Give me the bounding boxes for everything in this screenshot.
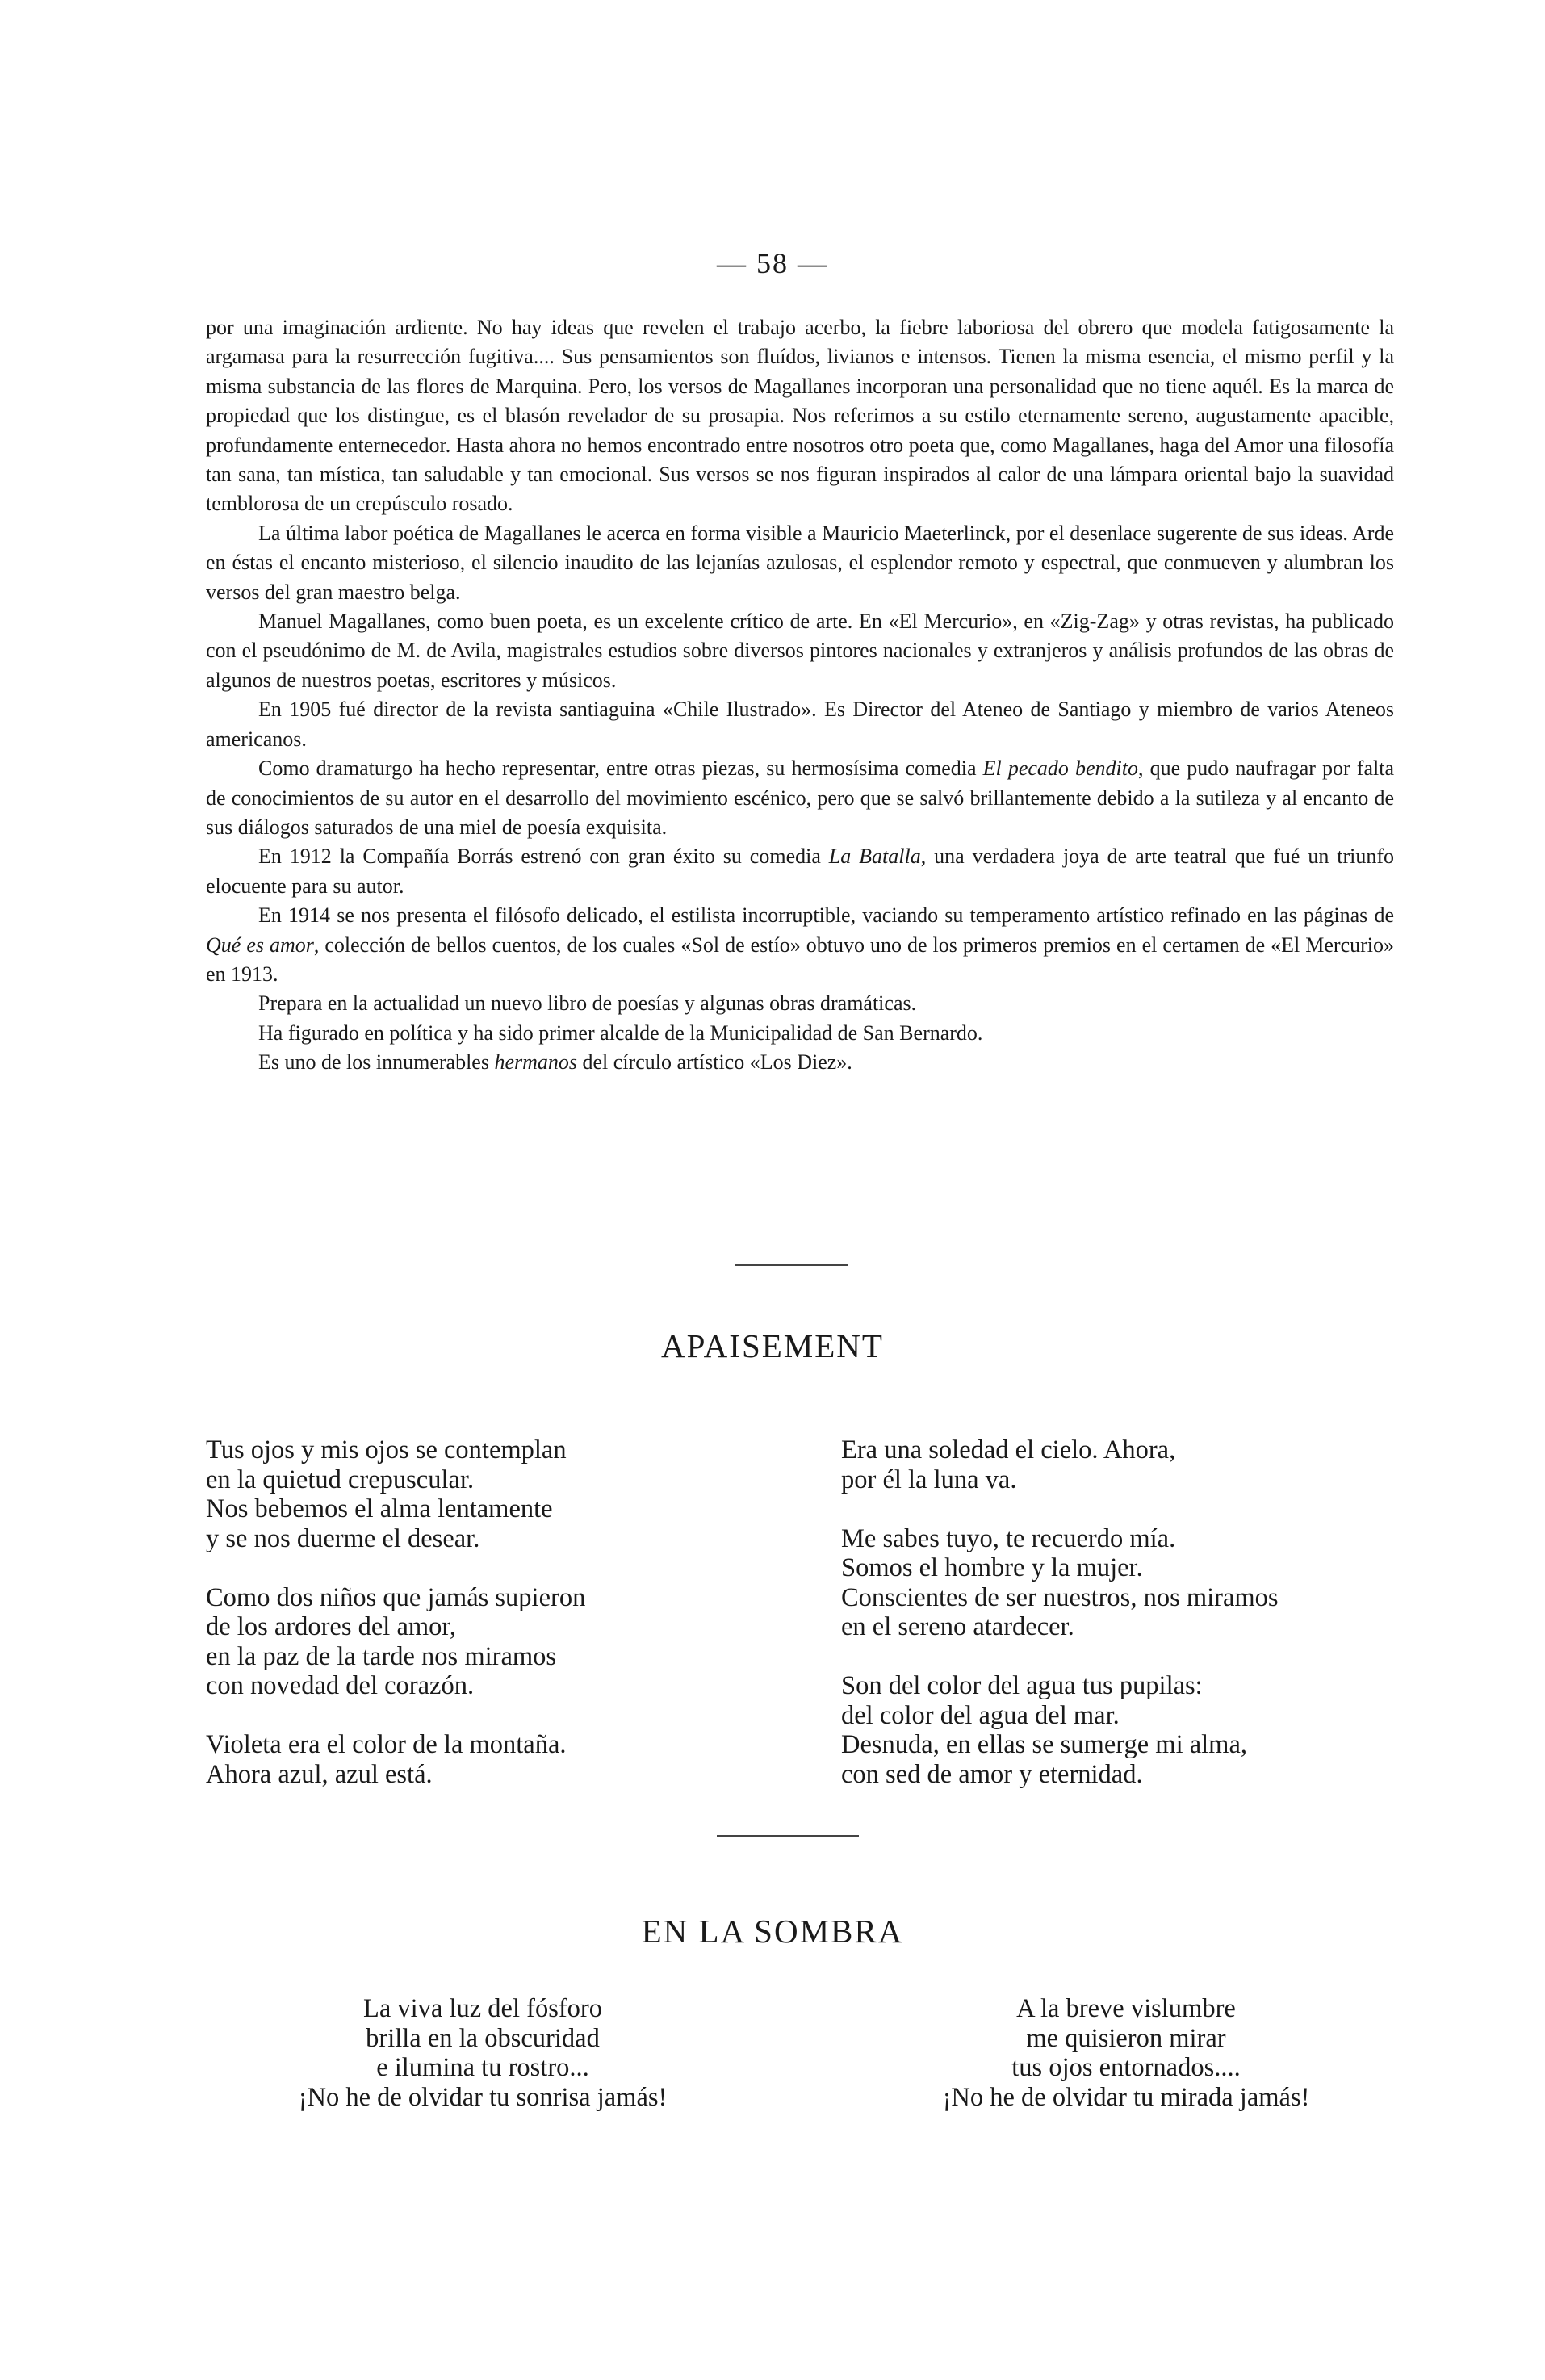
page-number: — 58 — xyxy=(717,247,828,279)
verse-line: Somos el hombre y la mujer. xyxy=(841,1553,1143,1582)
poem-title-en-la-sombra: EN LA SOMBRA xyxy=(641,1913,904,1950)
poem-en-la-sombra-right-column xyxy=(860,1994,1392,2112)
stanza xyxy=(841,1435,1406,1494)
verse-line: La viva luz del fósforo xyxy=(362,1994,602,2023)
text-run: , colección de bellos cuentos, de los cuales «Sol de estío» obtuvo uno de los primeros premios en el certamen de «El Mercurio» en 1913. xyxy=(206,932,1394,986)
verse-line: por él la luna va. xyxy=(841,1464,1017,1494)
paragraph xyxy=(206,901,1394,989)
paragraph xyxy=(206,607,1394,695)
paragraph xyxy=(206,842,1394,901)
italic-title: La Batalla xyxy=(828,844,921,869)
paragraph xyxy=(206,313,1394,519)
stanza xyxy=(206,1730,771,1789)
paragraph xyxy=(206,695,1394,754)
verse-line: Tus ojos y mis ojos se contemplan xyxy=(206,1435,567,1464)
text-run: Como dramaturgo ha hecho representar, entre otras piezas, su hermosísima comedia xyxy=(258,756,983,781)
verse-line: Era una soledad el cielo. Ahora, xyxy=(841,1435,1176,1464)
text-run: En 1914 se nos presenta el filósofo delicado, el estilista incorruptible, vaciando su temperamento artístico refinado en las páginas de xyxy=(258,903,1394,928)
text-run: Es uno de los innumerables xyxy=(258,1050,495,1075)
verse-line: de los ardores del amor, xyxy=(206,1612,457,1641)
paragraph xyxy=(206,519,1394,607)
text-run: por una imaginación ardiente. No hay ideas que revelen el trabajo acerbo, la fiebre laboriosa del obrero que modela fatigosamente la argamasa para la resurrección fugitiva.... Sus pensamientos son fluídos, livianos e intensos. Tienen la misma esencia, el mismo perfil y la misma substancia de las flores de Marquina. Pero, los versos de Magallanes incorporan una personalidad que no tiene aquél. Es la marca de propiedad que los distingue, es el blasón revelador de su prosapia. Nos referimos a su estilo eternamente sereno, augustamente apacible, profundamente enternecedor. Hasta ahora no hemos encontrado entre nosotros otro poeta que, como Magallanes, haga del Amor una filosofía tan sana, tan mística, tan saludable y tan emocional. Sus versos se nos figuran inspirados al calor de una lámpara oriental bajo la suavidad temblorosa de un crepúsculo rosado. xyxy=(206,316,1394,516)
stanza xyxy=(206,1435,771,1553)
verse-line: en la quietud crepuscular. xyxy=(206,1464,475,1494)
paragraph xyxy=(206,754,1394,842)
verse-line: en el sereno atardecer. xyxy=(841,1612,1074,1641)
poem-apaisement-left-column xyxy=(206,1435,771,1789)
verse-line: me quisieron mirar xyxy=(1026,2023,1226,2053)
poem-en-la-sombra-left-column xyxy=(208,1994,757,2112)
poem-apaisement-right-column xyxy=(841,1435,1406,1789)
verse-line: Me sabes tuyo, te recuerdo mía. xyxy=(841,1523,1176,1553)
verse-line: e ilumina tu rostro... xyxy=(376,2053,589,2082)
stanza xyxy=(841,1524,1406,1642)
text-run: , una verdadera joya de arte teatral que fué un triunfo elocuente para su autor. xyxy=(206,844,1395,898)
verse-line: A la breve vislumbre xyxy=(1016,1994,1236,2023)
paragraph xyxy=(206,989,1394,1018)
verse-line: Son del color del agua tus pupilas: xyxy=(841,1671,1203,1700)
section-divider xyxy=(735,1264,848,1266)
italic-title: Qué es amor xyxy=(206,932,314,957)
paragraph xyxy=(206,1019,1394,1048)
verse-line: ¡No he de olvidar tu mirada jamás! xyxy=(942,2082,1310,2112)
verse-line: con novedad del corazón. xyxy=(206,1671,475,1700)
verse-line: Ahora azul, azul está. xyxy=(206,1759,433,1789)
section-divider xyxy=(717,1835,859,1837)
verse-line: y se nos duerme el desear. xyxy=(206,1523,480,1553)
italic-title: hermanos xyxy=(494,1050,578,1075)
stanza xyxy=(860,1994,1392,2112)
text-run: La última labor poética de Magallanes le acerca en forma visible a Mauricio Maeterlinck, por el desenlace sugerente de sus ideas. Arde en éstas el encanto misterioso, el silencio inaudito de las lejanías azulosas, el esplendor remoto y espectral, que conmueven y alumbran los versos del gran maestro belga. xyxy=(206,521,1394,604)
poem-title-apaisement: APAISEMENT xyxy=(661,1327,884,1364)
verse-line: en la paz de la tarde nos miramos xyxy=(206,1641,557,1671)
stanza xyxy=(841,1671,1406,1789)
verse-line: Violeta era el color de la montaña. xyxy=(206,1730,567,1759)
stanza xyxy=(208,1994,757,2112)
text-run: En 1905 fué director de la revista santiaguina «Chile Ilustrado». Es Director del Ateneo de Santiago y miembro de varios Ateneos americanos. xyxy=(206,698,1394,751)
verse-line: con sed de amor y eternidad. xyxy=(841,1759,1143,1789)
verse-line: ¡No he de olvidar tu sonrisa jamás! xyxy=(298,2082,668,2112)
text-run: En 1912 la Compañía Borrás estrenó con gran éxito su comedia xyxy=(258,844,829,869)
text-run: Ha figurado en política y ha sido primer alcalde de la Municipalidad de San Bernardo. xyxy=(258,1020,983,1045)
biography-text xyxy=(206,313,1394,1078)
verse-line: tus ojos entornados.... xyxy=(1011,2053,1241,2082)
verse-line: Conscientes de ser nuestros, nos miramos xyxy=(841,1582,1279,1612)
text-run: del círculo artístico «Los Diez». xyxy=(577,1050,852,1075)
stanza xyxy=(206,1583,771,1701)
verse-line: Como dos niños que jamás supieron xyxy=(206,1582,586,1612)
italic-title: El pecado bendito xyxy=(982,756,1138,781)
text-run: Prepara en la actualidad un nuevo libro de poesías y algunas obras dramáticas. xyxy=(258,991,917,1016)
text-run: Manuel Magallanes, como buen poeta, es un excelente crítico de arte. En «El Mercurio», en «Zig-Zag» y otras revistas, ha publicado con el pseudónimo de M. de Avila, magistrales estudios sobre diversos pintores nacionales y extranjeros y análisis profundos de las obras de algunos de nuestros poetas, escritores y músicos. xyxy=(206,610,1394,692)
text-run: , que pudo naufragar por falta de conocimientos de su autor en el desarrollo del movimiento escénico, pero que se salvó brillantemente debido a la sutileza y al encanto de sus diálogos saturados de una miel de poesía exquisita. xyxy=(206,756,1394,839)
verse-line: Desnuda, en ellas se sumerge mi alma, xyxy=(841,1730,1248,1759)
verse-line: brilla en la obscuridad xyxy=(366,2023,600,2053)
verse-line: Nos bebemos el alma lentamente xyxy=(206,1494,553,1523)
paragraph xyxy=(206,1048,1394,1077)
verse-line: del color del agua del mar. xyxy=(841,1700,1120,1730)
